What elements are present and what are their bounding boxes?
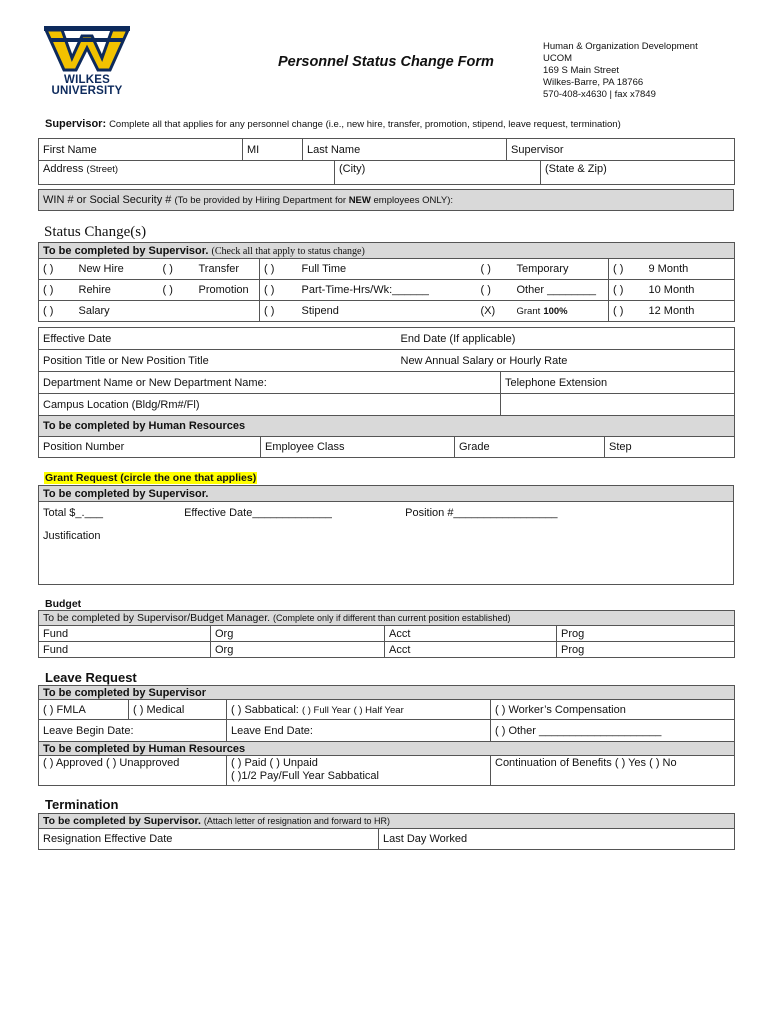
- employee-class-field[interactable]: Employee Class: [261, 437, 455, 458]
- new-salary-field[interactable]: New Annual Salary or Hourly Rate: [397, 350, 735, 372]
- end-date-field[interactable]: End Date (If applicable): [397, 328, 735, 350]
- supervisor-note: Complete all that applies for any personnel change (i.e., new hire, transfer, promotion, stipend, leave request, termination): [109, 119, 621, 130]
- address-line: 570-408-x4630 | fax x7849: [543, 89, 656, 100]
- leave-table: [38, 685, 735, 786]
- hr-table: [38, 415, 735, 458]
- status-table: [38, 242, 735, 322]
- prog-field[interactable]: Prog: [557, 642, 735, 658]
- checkbox[interactable]: ( ): [39, 280, 75, 301]
- budget-heading: Budget: [45, 598, 82, 610]
- approval-option[interactable]: ( ) Approved ( ) Unapproved: [39, 756, 227, 786]
- option-label: New Hire: [75, 259, 159, 280]
- address-table: [38, 160, 735, 185]
- effective-date-field[interactable]: Effective Date: [39, 328, 397, 350]
- grade-field[interactable]: Grade: [455, 437, 605, 458]
- street-label: (Street): [86, 164, 119, 175]
- address-line: 169 S Main Street: [543, 65, 620, 76]
- org-field[interactable]: Org: [211, 642, 385, 658]
- option-label: [195, 301, 260, 322]
- win-field[interactable]: [39, 190, 734, 211]
- option-label: Stipend: [298, 301, 477, 322]
- checkbox[interactable]: ( ): [260, 280, 298, 301]
- workers-comp-option[interactable]: ( ) Worker’s Compensation: [491, 700, 735, 720]
- org-field[interactable]: Org: [211, 626, 385, 642]
- status-heading: Status Change(s): [44, 224, 147, 240]
- checkbox[interactable]: ( ): [39, 301, 75, 322]
- option-label: 9 Month: [645, 259, 735, 280]
- identity-table: [38, 138, 735, 161]
- option-label: Other ________: [513, 280, 609, 301]
- budget-table: [38, 610, 735, 658]
- checkbox[interactable]: ( ): [609, 259, 645, 280]
- checkbox[interactable]: ( ): [260, 259, 298, 280]
- checkbox[interactable]: ( ): [159, 280, 195, 301]
- checkbox[interactable]: ( ): [260, 301, 298, 322]
- checkbox[interactable]: ( ): [609, 280, 645, 301]
- option-label: Transfer: [195, 259, 260, 280]
- grant-position-field[interactable]: Position #_________________: [405, 506, 558, 519]
- acct-field[interactable]: Acct: [385, 626, 557, 642]
- resignation-date-field[interactable]: Resignation Effective Date: [39, 829, 379, 850]
- wilkes-w-icon: [44, 26, 130, 72]
- sabbatical-option[interactable]: ( ) Sabbatical: ( ) Full Year ( ) Half Year: [227, 700, 491, 720]
- option-label: Temporary: [513, 259, 609, 280]
- option-label: 10 Month: [645, 280, 735, 301]
- wilkes-logo: [44, 26, 130, 98]
- option-label: Part-Time-Hrs/Wk:______: [298, 280, 477, 301]
- fund-field[interactable]: Fund: [39, 626, 211, 642]
- position-title-field[interactable]: Position Title or New Position Title: [39, 350, 397, 372]
- option-label: Promotion: [195, 280, 260, 301]
- checkbox-checked[interactable]: (X): [477, 301, 513, 322]
- state-zip-field[interactable]: (State & Zip): [541, 161, 735, 185]
- win-label: WIN # or Social Security #: [43, 194, 172, 206]
- address-line: Wilkes-Barre, PA 18766: [543, 77, 644, 88]
- office-address: [543, 41, 698, 101]
- grant-table: [38, 485, 734, 585]
- pay-options[interactable]: [227, 756, 491, 786]
- status-bar: To be completed by Supervisor. (Check all that apply to status change): [39, 243, 735, 259]
- checkbox[interactable]: ( ): [159, 259, 195, 280]
- leave-begin-field[interactable]: Leave Begin Date:: [39, 720, 227, 742]
- supervisor-instructions: [45, 118, 621, 130]
- last-name-field[interactable]: Last Name: [303, 139, 507, 161]
- campus-blank[interactable]: [501, 394, 735, 416]
- grant-effective-field[interactable]: Effective Date_____________: [184, 506, 332, 519]
- position-table: [38, 327, 735, 416]
- win-table: [38, 189, 734, 211]
- total-field[interactable]: Total $_.___: [43, 506, 103, 519]
- checkbox[interactable]: ( ): [477, 280, 513, 301]
- termination-table: [38, 813, 735, 850]
- checkbox[interactable]: ( ): [609, 301, 645, 322]
- leave-hr-bar: To be completed by Human Resources: [39, 742, 735, 756]
- prog-field[interactable]: Prog: [557, 626, 735, 642]
- fund-field[interactable]: Fund: [39, 642, 211, 658]
- option-label: Full Time: [298, 259, 477, 280]
- address-line: Human & Organization Development: [543, 41, 698, 52]
- department-field[interactable]: Department Name or New Department Name:: [39, 372, 501, 394]
- termination-heading: Termination: [45, 797, 119, 812]
- form-title: Personnel Status Change Form: [278, 54, 494, 70]
- full-year-option[interactable]: ( ) Full Year: [301, 704, 351, 716]
- checkbox[interactable]: ( ): [477, 259, 513, 280]
- fmla-option[interactable]: ( ) FMLA: [39, 700, 129, 720]
- grant-bar: To be completed by Supervisor.: [39, 486, 734, 502]
- grant-details: [39, 502, 734, 522]
- grant-heading: Grant Request (circle the one that applies): [45, 472, 257, 484]
- acct-field[interactable]: Acct: [385, 642, 557, 658]
- supervisor-field[interactable]: Supervisor: [507, 139, 735, 161]
- leave-other-option[interactable]: ( ) Other ____________________: [491, 720, 735, 742]
- logo-wordmark-2: UNIVERSITY: [51, 85, 123, 97]
- logo-wordmark-1: WILKES: [64, 74, 110, 86]
- checkbox[interactable]: ( ): [39, 259, 75, 280]
- half-year-option[interactable]: ( ) Half Year: [353, 704, 404, 716]
- mi-field[interactable]: MI: [243, 139, 303, 161]
- option-label: Rehire: [75, 280, 159, 301]
- first-name-field[interactable]: First Name: [39, 139, 243, 161]
- supervisor-label: Supervisor:: [45, 118, 107, 130]
- medical-option[interactable]: ( ) Medical: [129, 700, 227, 720]
- budget-bar: To be completed by Supervisor/Budget Manager. (Complete only if different than current position established): [39, 611, 735, 626]
- benefits-option[interactable]: Continuation of Benefits ( ) Yes ( ) No: [491, 756, 735, 786]
- termination-bar: To be completed by Supervisor. (Attach letter of resignation and forward to HR): [39, 814, 735, 829]
- grant-option: Grant 100%: [513, 301, 609, 322]
- option-label: 12 Month: [645, 301, 735, 322]
- position-number-field[interactable]: Position Number: [39, 437, 261, 458]
- grant-percent: 100%: [543, 306, 568, 317]
- win-note: (To be provided by Hiring Department for NEW employees ONLY):: [174, 195, 454, 206]
- hr-bar: To be completed by Human Resources: [39, 416, 735, 437]
- step-field[interactable]: Step: [605, 437, 735, 458]
- last-day-field[interactable]: Last Day Worked: [379, 829, 735, 850]
- leave-heading: Leave Request: [45, 670, 137, 685]
- city-field[interactable]: (City): [335, 161, 541, 185]
- leave-end-field[interactable]: Leave End Date:: [227, 720, 491, 742]
- street-field[interactable]: [39, 161, 335, 185]
- telephone-field[interactable]: Telephone Extension: [501, 372, 735, 394]
- campus-location-field[interactable]: Campus Location (Bldg/Rm#/Fl): [39, 394, 501, 416]
- option-label: Salary: [75, 301, 159, 322]
- checkbox[interactable]: [159, 301, 195, 322]
- address-line: UCOM: [543, 53, 573, 64]
- address-label: Address: [43, 163, 84, 175]
- half-pay-option[interactable]: ( )1/2 Pay/Full Year Sabbatical: [231, 770, 379, 782]
- justification-field[interactable]: Justification: [39, 522, 734, 585]
- leave-bar: To be completed by Supervisor: [39, 686, 735, 700]
- paid-unpaid-option[interactable]: ( ) Paid ( ) Unpaid: [231, 757, 318, 769]
